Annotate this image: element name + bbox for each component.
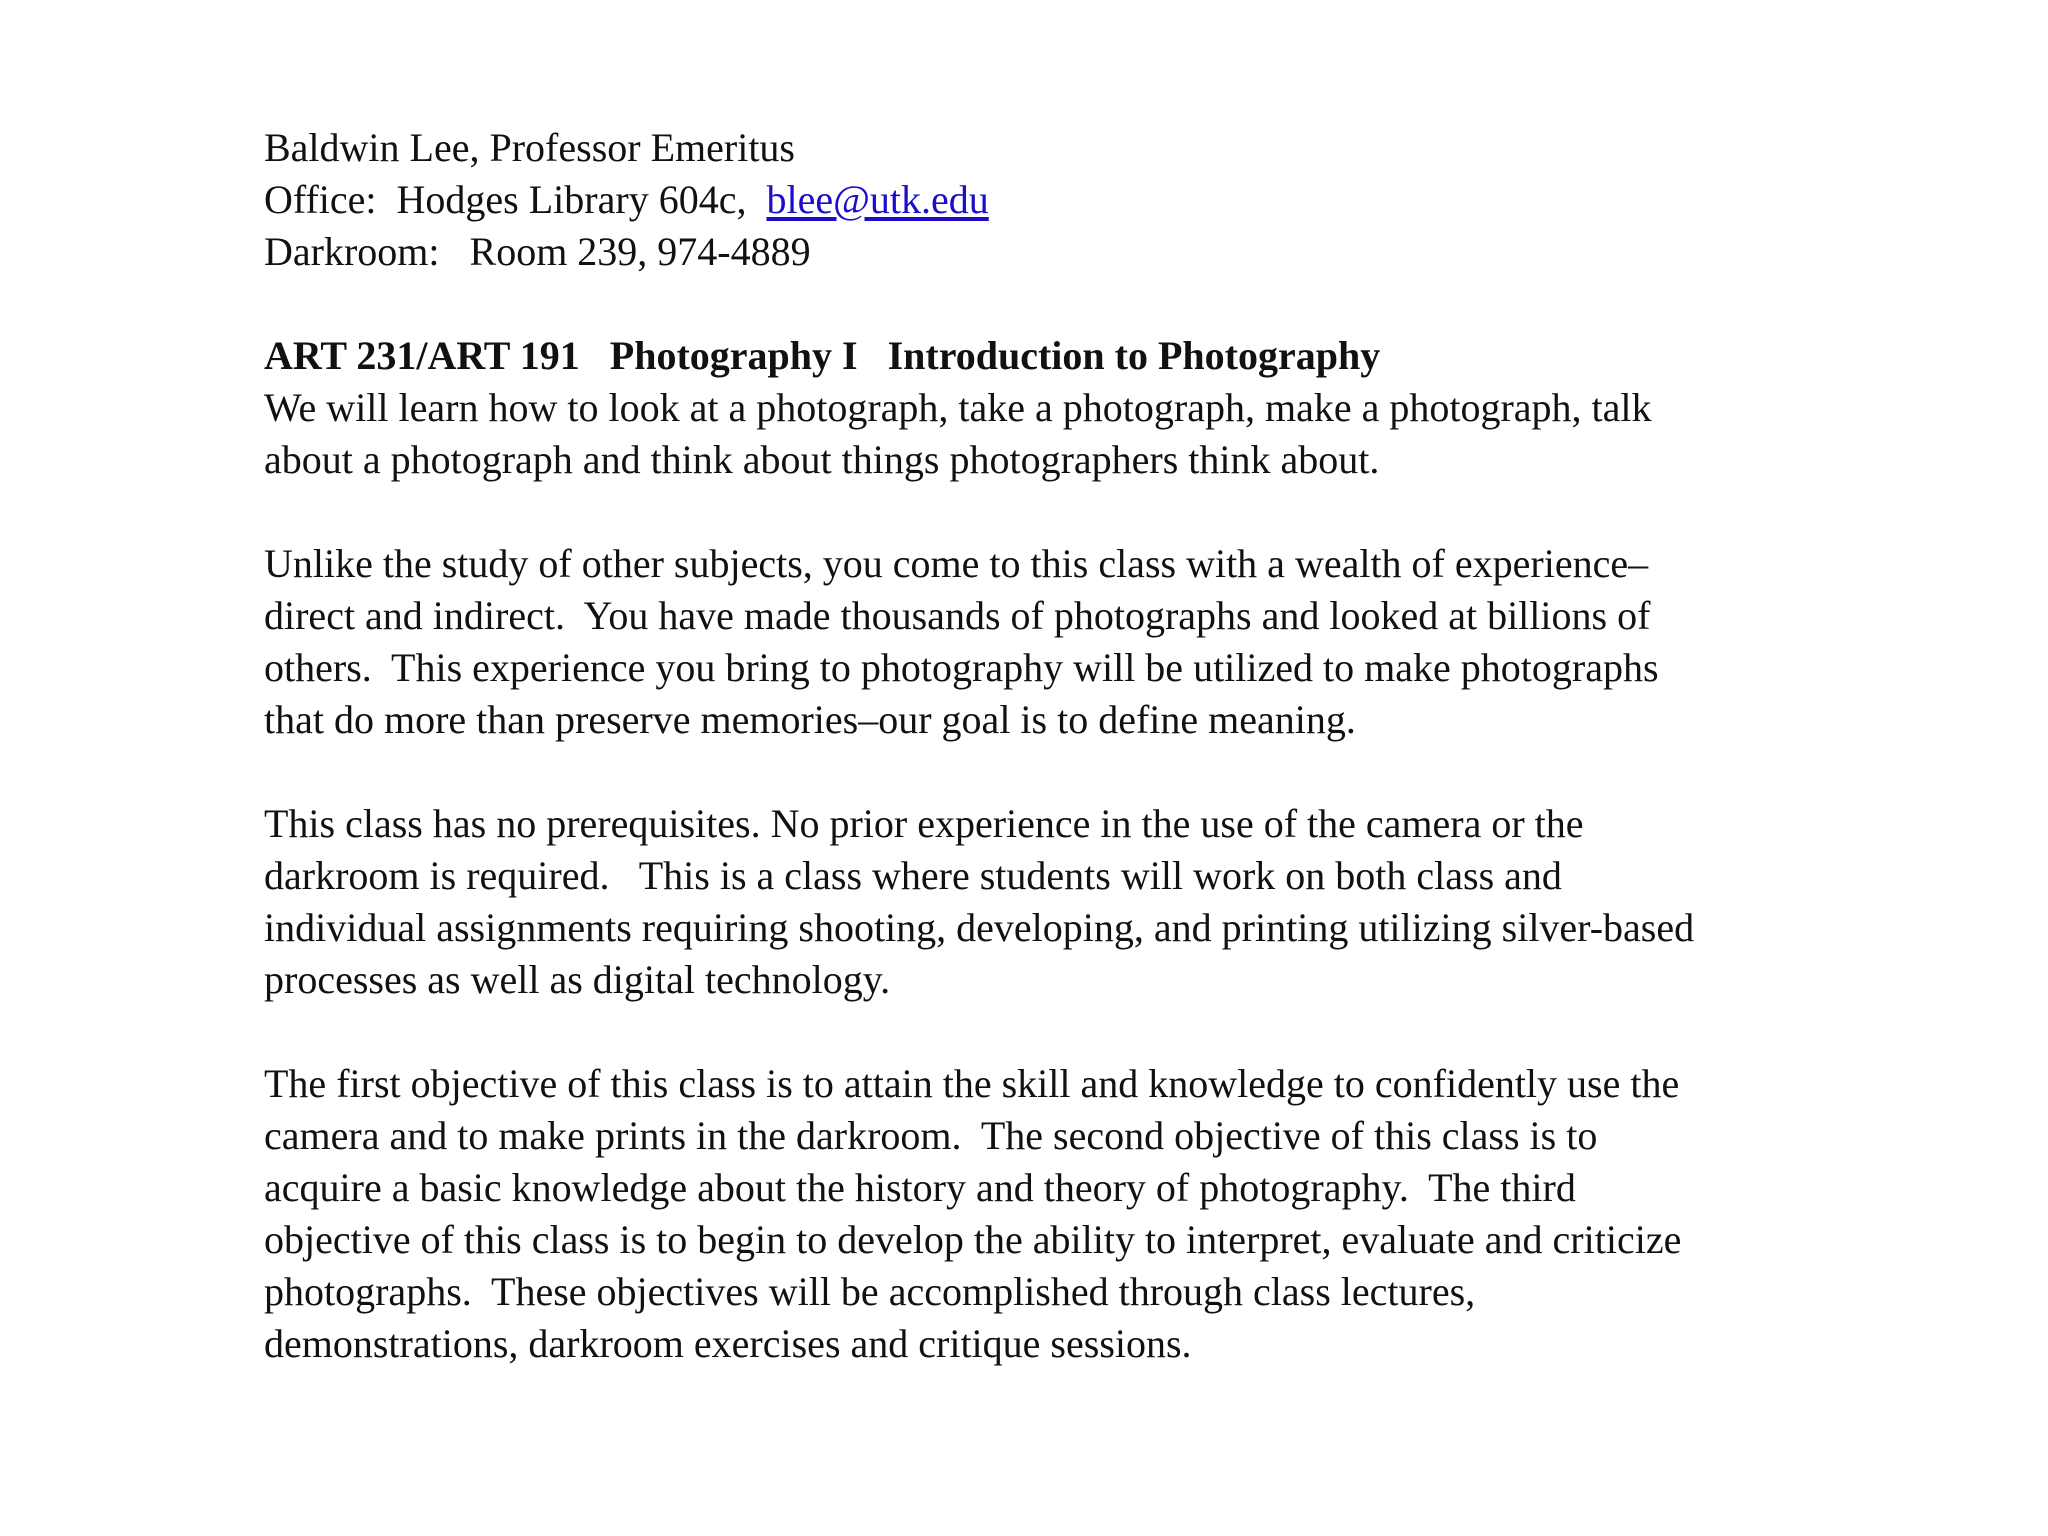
paragraph-experience [264, 538, 1884, 746]
course-intro-line-1: We will learn how to look at a photograph, take a photograph, make a photograph, talk [264, 385, 1652, 430]
paragraph-line: direct and indirect. You have made thousands of photographs and looked at billions of [264, 593, 1651, 638]
spacer [264, 278, 1884, 330]
email-link[interactable]: blee@utk.edu [766, 177, 989, 222]
paragraph-line: Unlike the study of other subjects, you come to this class with a wealth of experience– [264, 541, 1649, 586]
spacer [264, 746, 1884, 798]
syllabus-page [264, 122, 1884, 1370]
paragraph-line: that do more than preserve memories–our goal is to define meaning. [264, 697, 1356, 742]
darkroom-line: Darkroom: Room 239, 974-4889 [264, 229, 811, 274]
course-title: ART 231/ART 191 Photography I Introduction to Photography [264, 333, 1381, 378]
spacer [264, 1006, 1884, 1058]
paragraph-objectives [264, 1058, 1884, 1370]
paragraph-line: individual assignments requiring shooting, developing, and printing utilizing silver-based [264, 905, 1695, 950]
paragraph-line: demonstrations, darkroom exercises and critique sessions. [264, 1321, 1192, 1366]
paragraph-line: This class has no prerequisites. No prior experience in the use of the camera or the [264, 801, 1584, 846]
paragraph-line: camera and to make prints in the darkroom. The second objective of this class is to [264, 1113, 1598, 1158]
paragraph-line: The first objective of this class is to attain the skill and knowledge to confidently use the [264, 1061, 1680, 1106]
paragraph-line: objective of this class is to begin to develop the ability to interpret, evaluate and criticize [264, 1217, 1682, 1262]
paragraph-line: photographs. These objectives will be accomplished through class lectures, [264, 1269, 1476, 1314]
paragraph-line: processes as well as digital technology. [264, 957, 891, 1002]
paragraph-line: acquire a basic knowledge about the history and theory of photography. The third [264, 1165, 1576, 1210]
course-intro-line-2: about a photograph and think about things photographers think about. [264, 437, 1380, 482]
paragraph-line: others. This experience you bring to photography will be utilized to make photographs [264, 645, 1659, 690]
paragraph-prerequisites [264, 798, 1884, 1006]
office-line [264, 174, 1884, 226]
office-text: Office: Hodges Library 604c, [264, 177, 767, 222]
contact-block [264, 122, 1884, 278]
paragraph-line: darkroom is required. This is a class where students will work on both class and [264, 853, 1562, 898]
spacer [264, 486, 1884, 538]
instructor-name: Baldwin Lee, Professor Emeritus [264, 125, 795, 170]
course-block [264, 330, 1884, 486]
